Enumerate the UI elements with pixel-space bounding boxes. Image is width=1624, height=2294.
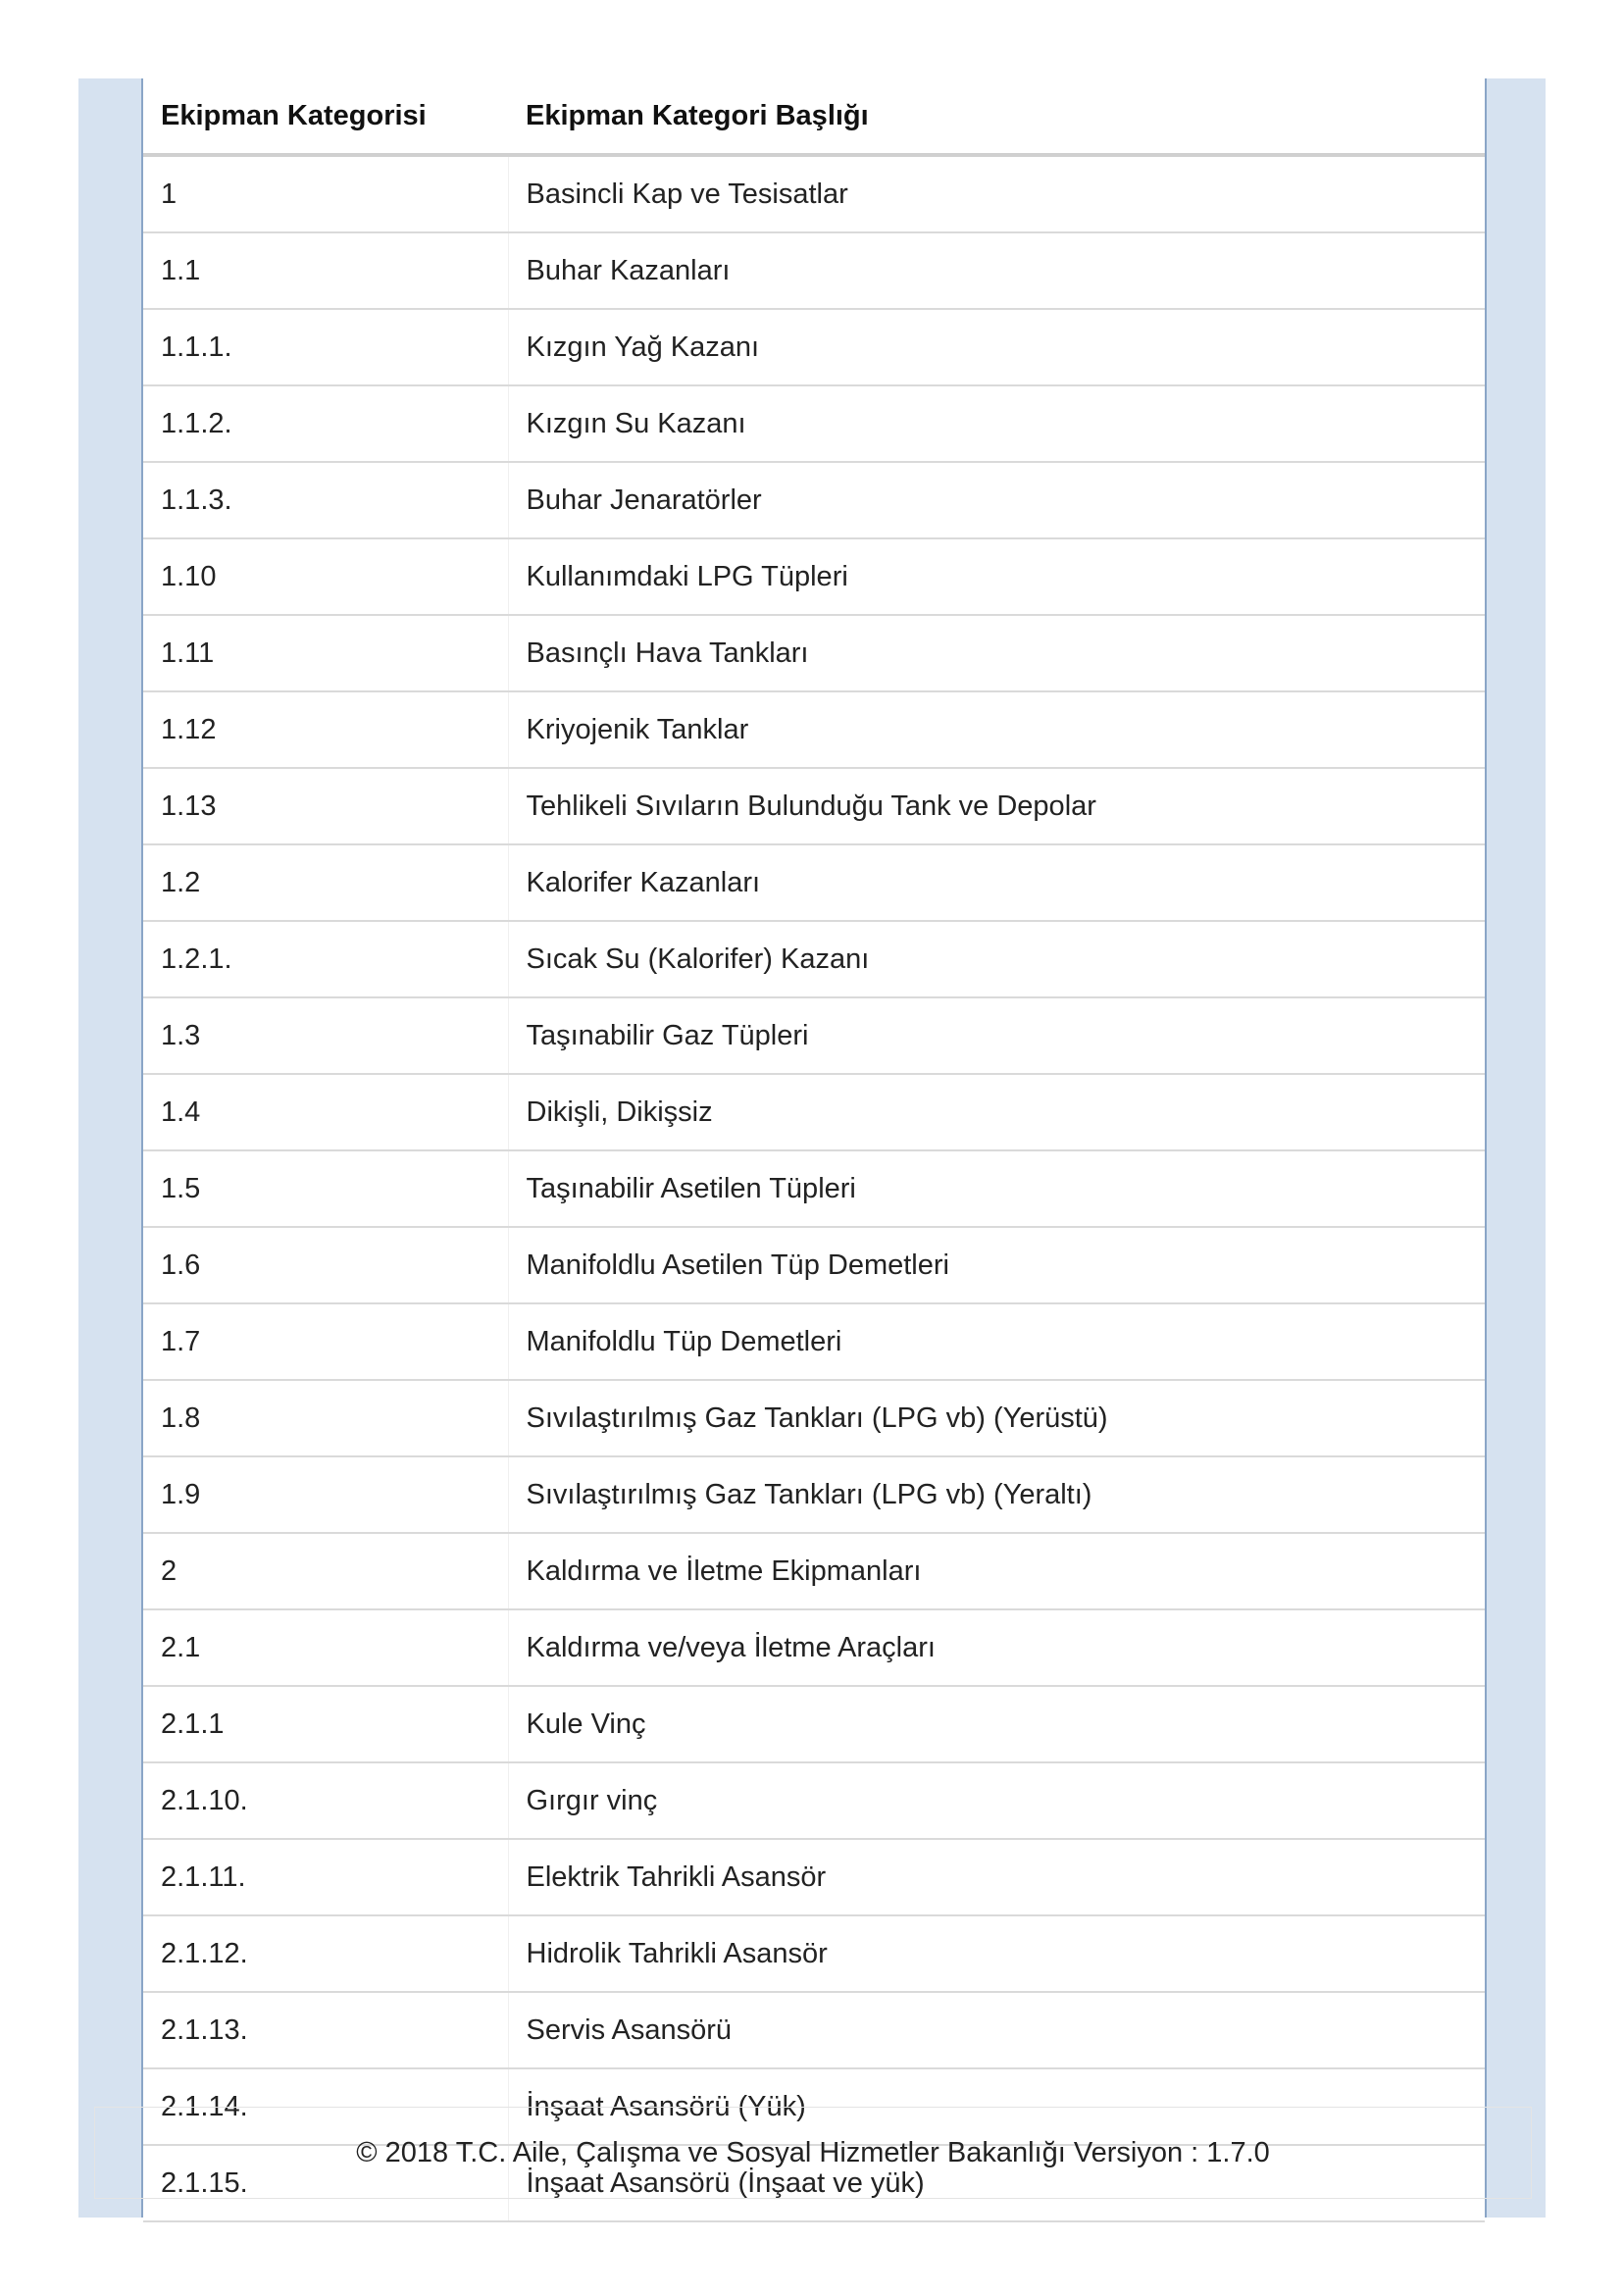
category-code-cell: 1.6 <box>143 1227 508 1303</box>
category-code-cell: 2.1.11. <box>143 1839 508 1915</box>
table-row <box>143 1762 1485 1839</box>
table-row <box>143 1227 1485 1303</box>
category-title-cell: İnşaat Asansörü (Yük) <box>508 2068 1485 2145</box>
category-code-cell: 2.1.13. <box>143 1992 508 2068</box>
category-code-cell: 2.1.10. <box>143 1762 508 1839</box>
category-title-cell: Sıvılaştırılmış Gaz Tankları (LPG vb) (Yeraltı) <box>508 1456 1485 1533</box>
table-header-row <box>143 78 1485 155</box>
table-row <box>143 1380 1485 1456</box>
category-code-cell: 2 <box>143 1533 508 1609</box>
table-body <box>143 155 1485 2221</box>
category-title-cell: Basincli Kap ve Tesisatlar <box>508 155 1485 232</box>
category-code-cell: 1.1.2. <box>143 385 508 462</box>
category-code-cell: 1.13 <box>143 768 508 844</box>
category-code-cell: 2.1 <box>143 1609 508 1686</box>
page-footer <box>94 2107 1532 2199</box>
table-row <box>143 462 1485 538</box>
category-title-cell: Taşınabilir Gaz Tüpleri <box>508 997 1485 1074</box>
table-row <box>143 1839 1485 1915</box>
category-title-cell: Sıvılaştırılmış Gaz Tankları (LPG vb) (Yerüstü) <box>508 1380 1485 1456</box>
table-row <box>143 1303 1485 1380</box>
content-panel <box>141 78 1487 2218</box>
table-row <box>143 1915 1485 1992</box>
column-header-category: Ekipman Kategorisi <box>143 78 508 155</box>
category-code-cell: 1.2.1. <box>143 921 508 997</box>
category-title-cell: Manifoldlu Asetilen Tüp Demetleri <box>508 1227 1485 1303</box>
category-code-cell: 2.1.14. <box>143 2068 508 2145</box>
category-code-cell: 2.1.12. <box>143 1915 508 1992</box>
table-row <box>143 385 1485 462</box>
category-code-cell: 1.10 <box>143 538 508 615</box>
table-row <box>143 1609 1485 1686</box>
table-row <box>143 997 1485 1074</box>
category-title-cell: Kalorifer Kazanları <box>508 844 1485 921</box>
table-row <box>143 232 1485 309</box>
table-row <box>143 1533 1485 1609</box>
table-row <box>143 1150 1485 1227</box>
category-code-cell: 2.1.15. <box>143 2145 508 2221</box>
equipment-category-table <box>143 78 1485 2222</box>
category-title-cell: Hidrolik Tahrikli Asansör <box>508 1915 1485 1992</box>
category-code-cell: 1.4 <box>143 1074 508 1150</box>
category-code-cell: 1.9 <box>143 1456 508 1533</box>
category-title-cell: Servis Asansörü <box>508 1992 1485 2068</box>
table-row <box>143 615 1485 691</box>
category-code-cell: 1 <box>143 155 508 232</box>
category-title-cell: İnşaat Asansörü (İnşaat ve yük) <box>508 2145 1485 2221</box>
table-row <box>143 1074 1485 1150</box>
table-row <box>143 1992 1485 2068</box>
category-title-cell: Manifoldlu Tüp Demetleri <box>508 1303 1485 1380</box>
category-title-cell: Dikişli, Dikişsiz <box>508 1074 1485 1150</box>
category-code-cell: 2.1.1 <box>143 1686 508 1762</box>
category-code-cell: 1.5 <box>143 1150 508 1227</box>
category-code-cell: 1.12 <box>143 691 508 768</box>
category-title-cell: Kızgın Su Kazanı <box>508 385 1485 462</box>
category-code-cell: 1.3 <box>143 997 508 1074</box>
category-title-cell: Sıcak Su (Kalorifer) Kazanı <box>508 921 1485 997</box>
footer-copyright-text: © 2018 T.C. Aile, Çalışma ve Sosyal Hizmetler Bakanlığı Versiyon : 1.7.0 <box>356 2137 1270 2168</box>
category-code-cell: 1.8 <box>143 1380 508 1456</box>
category-title-cell: Tehlikeli Sıvıların Bulunduğu Tank ve Depolar <box>508 768 1485 844</box>
category-title-cell: Kriyojenik Tanklar <box>508 691 1485 768</box>
table-row <box>143 921 1485 997</box>
category-code-cell: 1.11 <box>143 615 508 691</box>
category-title-cell: Buhar Kazanları <box>508 232 1485 309</box>
category-title-cell: Taşınabilir Asetilen Tüpleri <box>508 1150 1485 1227</box>
table-row <box>143 768 1485 844</box>
category-title-cell: Kaldırma ve İletme Ekipmanları <box>508 1533 1485 1609</box>
category-code-cell: 1.1 <box>143 232 508 309</box>
category-title-cell: Kullanımdaki LPG Tüpleri <box>508 538 1485 615</box>
table-row <box>143 309 1485 385</box>
category-title-cell: Basınçlı Hava Tankları <box>508 615 1485 691</box>
category-title-cell: Buhar Jenaratörler <box>508 462 1485 538</box>
table-row <box>143 538 1485 615</box>
table-row <box>143 1686 1485 1762</box>
category-title-cell: Kule Vinç <box>508 1686 1485 1762</box>
category-code-cell: 1.7 <box>143 1303 508 1380</box>
category-title-cell: Elektrik Tahrikli Asansör <box>508 1839 1485 1915</box>
table-row <box>143 155 1485 232</box>
category-title-cell: Kaldırma ve/veya İletme Araçları <box>508 1609 1485 1686</box>
table-row <box>143 1456 1485 1533</box>
table-row <box>143 844 1485 921</box>
category-code-cell: 1.1.1. <box>143 309 508 385</box>
category-title-cell: Kızgın Yağ Kazanı <box>508 309 1485 385</box>
category-title-cell: Gırgır vinç <box>508 1762 1485 1839</box>
category-code-cell: 1.2 <box>143 844 508 921</box>
column-header-title: Ekipman Kategori Başlığı <box>508 78 1485 155</box>
category-code-cell: 1.1.3. <box>143 462 508 538</box>
table-row <box>143 691 1485 768</box>
